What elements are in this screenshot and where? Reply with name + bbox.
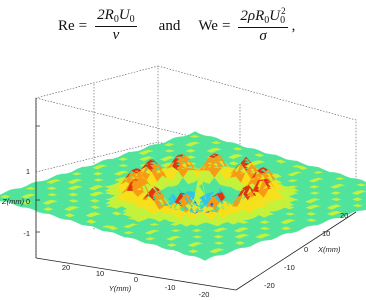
y-tick-10: 10: [95, 269, 105, 278]
x-tick-10: 10: [322, 229, 331, 238]
reynolds-numerator: $2R_0U_0$: [95, 8, 137, 28]
reynolds-fraction: [95, 8, 137, 44]
weber-fraction: [238, 7, 287, 45]
x-tick-20: 20: [340, 211, 349, 220]
equals-sign-re: =: [78, 17, 88, 34]
z-axis-ticks: [1, 126, 40, 238]
crown-splash-surface-plot: [0, 48, 366, 300]
z-tick-minus-1: -1: [23, 229, 30, 238]
equation-block: [0, 0, 366, 48]
x-tick-minus-20: -20: [264, 281, 275, 290]
equation-trailing-comma: ,: [291, 17, 296, 34]
y-tick-minus-20: -20: [198, 290, 210, 299]
weber-denominator: σ: [259, 28, 267, 45]
y-axis-label: Y(mm): [108, 284, 132, 293]
weber-numerator: $2\rho R_0U_0^2$: [238, 7, 287, 29]
x-tick-minus-10: -10: [284, 263, 295, 272]
y-tick-20: 20: [61, 263, 71, 272]
z-tick-0: 0: [25, 197, 30, 206]
x-axis-label: X(mm): [318, 245, 341, 254]
and-connector: and: [158, 17, 181, 34]
equals-sign-we: =: [221, 17, 231, 34]
x-tick-0: 0: [304, 245, 309, 254]
y-axis-ticks: [62, 263, 210, 299]
reynolds-symbol: Re: [58, 17, 75, 34]
z-tick-1: 1: [25, 167, 30, 176]
dimensionless-numbers-equation: [58, 4, 295, 48]
reynolds-denominator: ν: [112, 27, 120, 44]
y-tick-0: 0: [133, 275, 139, 284]
y-tick-minus-10: -10: [164, 283, 176, 292]
weber-symbol: We: [198, 17, 218, 34]
z-axis-label: Z(mm): [2, 197, 25, 206]
